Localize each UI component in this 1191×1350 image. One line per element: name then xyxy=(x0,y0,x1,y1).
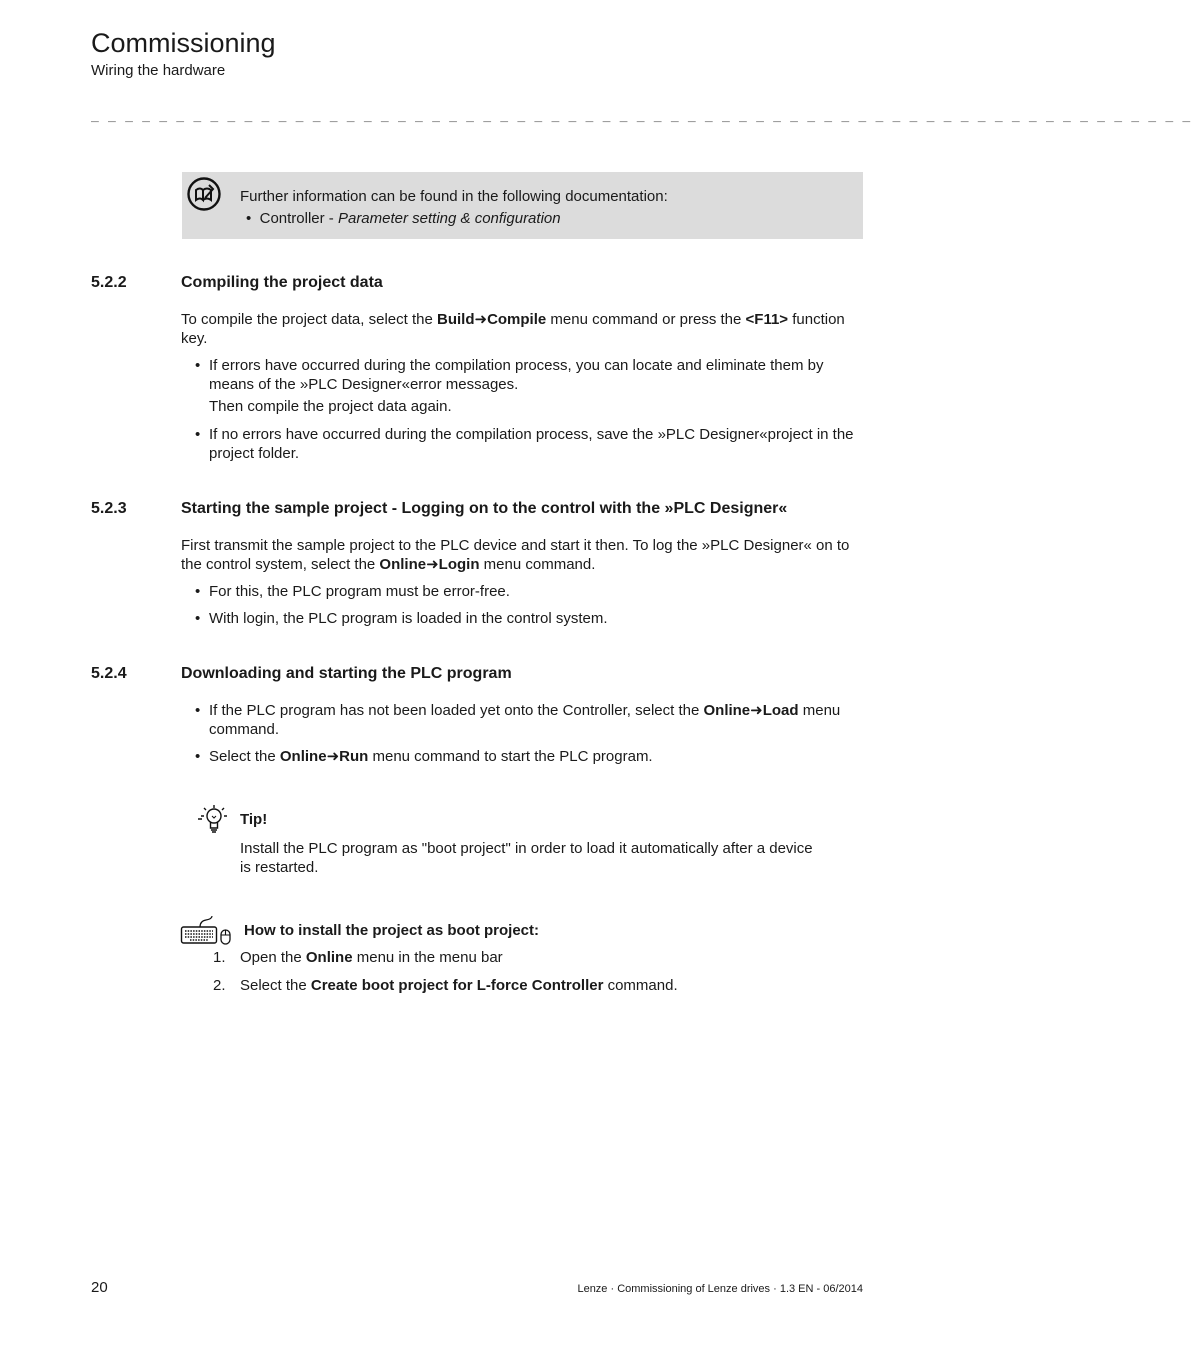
text-run: means of the »PLC Designer«error messages. xyxy=(209,376,519,393)
text-run: is restarted. xyxy=(240,859,319,876)
step-number: 1. xyxy=(213,949,226,966)
dashed-divider: _ _ _ _ _ _ _ _ _ _ _ _ _ _ _ _ _ _ _ _ _ _ _ _ _ _ _ _ _ _ _ _ _ _ _ _ _ _ _ _ _ _ _ _ _ _ _ _ _ _ _ _ _ _ _ _ _ _ _ _ _ _ _ _ _ xyxy=(91,108,1191,123)
paragraph: Then compile the project data again. xyxy=(209,398,452,415)
text-run: menu xyxy=(798,702,841,719)
text-run: menu command. xyxy=(479,556,596,573)
info-box xyxy=(182,172,863,239)
text-run: For this, the PLC program must be error-free. xyxy=(209,583,510,600)
text-run: command. xyxy=(603,977,678,994)
menu-command: Run xyxy=(339,748,369,765)
bullet-glyph: • xyxy=(195,583,201,600)
tip-text xyxy=(240,839,850,877)
step-number: 2. xyxy=(213,977,226,994)
text-run: If errors have occurred during the compilation process, you can locate and eliminate them by xyxy=(209,357,824,374)
section-number: 5.2.2 xyxy=(91,274,127,291)
documentation-reference-icon xyxy=(187,177,221,211)
list-item xyxy=(195,609,863,628)
menu-command: Online xyxy=(305,949,353,966)
lightbulb-icon xyxy=(196,802,230,836)
bullet-glyph: • xyxy=(246,210,252,227)
step-text xyxy=(240,977,678,994)
arrow-icon: ➜ xyxy=(750,702,763,719)
text-run: menu command to start the PLC program. xyxy=(368,748,653,765)
paragraph xyxy=(181,536,865,574)
section-title: Compiling the project data xyxy=(181,274,383,291)
section-title: Starting the sample project - Logging on to the control with the »PLC Designer« xyxy=(181,500,788,517)
bullet-glyph: • xyxy=(195,748,201,765)
bullet-glyph: • xyxy=(195,426,201,443)
text-run: key. xyxy=(181,330,208,347)
menu-command: Create boot project for L-force Controller xyxy=(310,977,604,994)
menu-command: Build xyxy=(436,311,475,328)
list-item xyxy=(195,356,863,394)
arrow-icon: ➜ xyxy=(474,311,488,328)
text-run: Install the PLC program as "boot project" in order to load it automatically after a device xyxy=(240,840,813,857)
text-run: If no errors have occurred during the compilation process, save the »PLC Designer«project in the xyxy=(209,426,854,443)
page-title: Commissioning xyxy=(91,28,276,58)
bullet-glyph: • xyxy=(195,610,201,627)
arrow-icon: ➜ xyxy=(426,556,439,573)
step-text xyxy=(240,949,503,966)
text-run: If the PLC program has not been loaded yet onto the Controller, select the xyxy=(209,702,704,719)
menu-command: Load xyxy=(762,702,799,719)
text-run: the control system, select the xyxy=(181,556,380,573)
text-run: Open the xyxy=(240,949,306,966)
bullet-glyph: • xyxy=(195,357,201,374)
info-bullet-prefix: Controller - xyxy=(259,210,338,227)
list-item xyxy=(195,747,863,766)
info-text: Further information can be found in the following documentation: xyxy=(240,188,668,205)
page-subtitle: Wiring the hardware xyxy=(91,62,226,79)
footer-text: Lenze · Commissioning of Lenze drives · 1.3 EN - 06/2014 xyxy=(577,1283,863,1295)
menu-command: Online xyxy=(703,702,751,719)
section-title: Downloading and starting the PLC program xyxy=(181,665,512,682)
keyboard-mouse-icon xyxy=(180,915,234,947)
text-run: Select the xyxy=(240,977,311,994)
howto-title: How to install the project as boot project: xyxy=(244,922,540,939)
text-run: First transmit the sample project to the PLC device and start it then. To log the »PLC Designer« on to xyxy=(181,537,850,554)
section-number: 5.2.4 xyxy=(91,665,127,682)
menu-command: Compile xyxy=(487,311,547,328)
list-item xyxy=(195,582,863,601)
paragraph xyxy=(181,310,865,348)
info-bullet xyxy=(246,210,561,227)
tip-label: Tip! xyxy=(240,811,268,828)
menu-command: Online xyxy=(279,748,327,765)
text-run: menu in the menu bar xyxy=(352,949,503,966)
arrow-icon: ➜ xyxy=(326,748,340,765)
text-run: command. xyxy=(209,721,280,738)
section-number: 5.2.3 xyxy=(91,500,127,517)
page-number: 20 xyxy=(91,1279,108,1296)
text-run: function xyxy=(788,311,845,328)
list-item xyxy=(195,701,863,739)
text-run: To compile the project data, select the xyxy=(181,311,437,328)
list-item xyxy=(195,425,863,463)
text-run: With login, the PLC program is loaded in the control system. xyxy=(209,610,608,627)
bullet-glyph: • xyxy=(195,702,201,719)
text-run: menu command or press the xyxy=(546,311,746,328)
info-bullet-doc-title: Parameter setting & configuration xyxy=(337,210,561,227)
menu-command: Login xyxy=(438,556,480,573)
function-key: <F11> xyxy=(745,311,789,328)
text-run: project folder. xyxy=(209,445,300,462)
text-run: Select the xyxy=(209,748,280,765)
menu-command: Online xyxy=(379,556,427,573)
